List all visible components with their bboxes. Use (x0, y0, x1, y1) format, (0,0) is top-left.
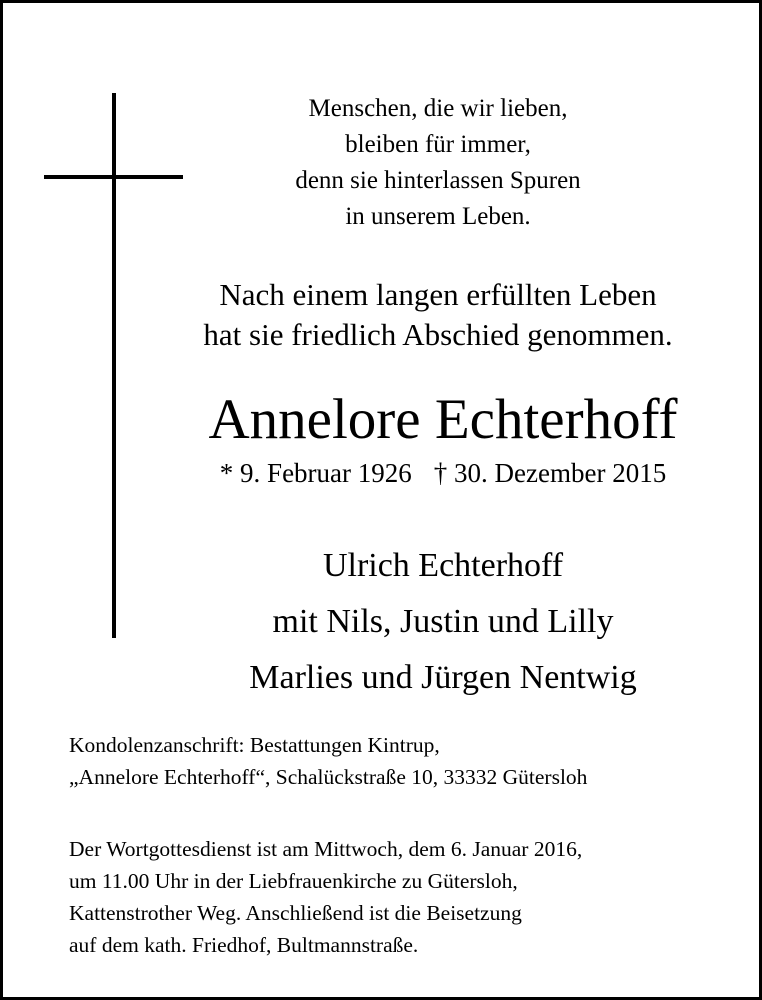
intro-line: hat sie friedlich Abschied genommen. (203, 317, 673, 352)
condolence-address (69, 729, 749, 793)
cross-horizontal-bar (44, 175, 183, 179)
poem (223, 91, 653, 235)
mourner-line: Ulrich Echterhoff (322, 547, 564, 584)
poem-line: bleiben für immer, (345, 131, 531, 158)
service-line: um 11.00 Uhr in der Liebfrauenkirche zu Gütersloh, (69, 869, 518, 893)
intro-line: Nach einem langen erfüllten Leben (219, 277, 657, 312)
deceased-name: Annelore Echterhoff (208, 388, 678, 451)
poem-line: denn sie hinterlassen Spuren (295, 167, 581, 194)
death-date: † 30. Dezember 2015 (433, 458, 667, 488)
service-line: auf dem kath. Friedhof, Bultmannstraße. (69, 933, 419, 957)
mourners (143, 538, 743, 706)
service-line: Kattenstrother Weg. Anschließend ist die Beisetzung (69, 901, 522, 925)
condolence-line: Kondolenzanschrift: Bestattungen Kintrup, (69, 733, 440, 757)
condolence-line: „Annelore Echterhoff“, Schalückstraße 10, 33332 Gütersloh (69, 765, 588, 789)
service-line: Der Wortgottesdienst ist am Mittwoch, dem 6. Januar 2016, (69, 837, 583, 861)
mourner-line: mit Nils, Justin und Lilly (272, 603, 614, 640)
mourner-line: Marlies und Jürgen Nentwig (249, 659, 637, 696)
poem-line: Menschen, die wir lieben, (308, 95, 568, 122)
life-dates (143, 455, 743, 491)
intro-text (133, 275, 743, 355)
service-info (69, 833, 749, 961)
poem-line: in unserem Leben. (345, 203, 531, 230)
birth-date: * 9. Februar 1926 (219, 458, 412, 488)
